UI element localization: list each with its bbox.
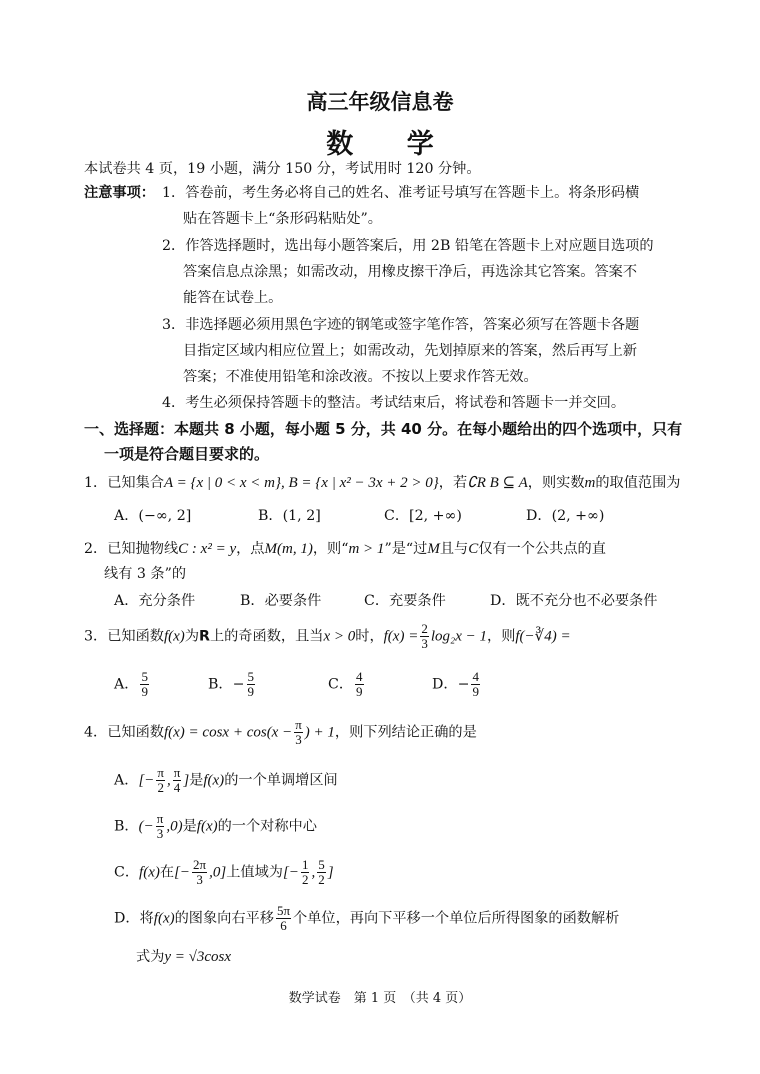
question-4 bbox=[84, 718, 477, 747]
fraction bbox=[173, 766, 182, 795]
option-fraction bbox=[247, 670, 256, 699]
denominator: 3 bbox=[295, 732, 302, 747]
text: 的一个单调增区间 bbox=[224, 772, 338, 789]
q3-option-c bbox=[328, 670, 366, 699]
note-2-line-1: 2．作答选择题时，选出每小题答案后，用 2B 铅笔在答题卡上对应题目选项的 bbox=[162, 238, 654, 254]
q2-curve-name: C bbox=[468, 541, 479, 557]
text: 的一个对称中心 bbox=[217, 818, 317, 835]
math: , bbox=[166, 772, 171, 789]
q3-stem-mid-1: 为 bbox=[184, 628, 200, 645]
numerator: π bbox=[157, 765, 164, 780]
question-1 bbox=[84, 472, 681, 494]
q1-option-d: D．(2, +∞) bbox=[526, 508, 605, 524]
math: ] bbox=[183, 772, 190, 789]
denominator: 2 bbox=[157, 780, 164, 795]
function: f(x) bbox=[203, 772, 225, 789]
numerator: 5 bbox=[247, 669, 255, 684]
q2-point: M(m, 1) bbox=[264, 541, 313, 557]
note-2-line-3: 能答在试卷上。 bbox=[183, 290, 283, 306]
q1-condition: ∁R B ⊆ A bbox=[467, 475, 528, 491]
question-3 bbox=[84, 622, 571, 651]
q2-stem-b: ，点 bbox=[236, 541, 265, 557]
math: (− bbox=[138, 818, 154, 835]
option-label: B． bbox=[114, 818, 139, 835]
q2-stem-d: ”是“过 bbox=[384, 541, 428, 557]
q3-lhs: f(x) = bbox=[383, 628, 419, 645]
q2-option-d: D．既不充分也不必要条件 bbox=[490, 593, 658, 609]
q2-stem-f: 仅有一个公共点的直 bbox=[478, 541, 606, 557]
denominator: 2 bbox=[301, 872, 309, 887]
q1-stem-post: ，则实数 bbox=[527, 475, 585, 491]
note-3-line-3: 答案；不准使用铅笔和涂改液。不按以上要求作答无效。 bbox=[183, 369, 538, 385]
q2-stem-line-2: 线有 3 条”的 bbox=[104, 566, 187, 582]
option-fraction bbox=[471, 670, 480, 699]
denominator: 9 bbox=[472, 684, 479, 699]
exam-title: 高三年级信息卷 bbox=[306, 90, 454, 114]
option-label: B． bbox=[208, 676, 233, 693]
option-sign: − bbox=[232, 676, 245, 693]
q2-curve: C : x² = y bbox=[178, 541, 237, 557]
q3-rhs: log₂x − 1 bbox=[430, 628, 487, 645]
q1-option-c: C．[2, +∞) bbox=[384, 508, 462, 524]
q4-option-d-line-2 bbox=[136, 946, 231, 968]
section-1-heading-line-2: 一项是符合题目要求的。 bbox=[104, 445, 270, 463]
q4-fraction bbox=[294, 718, 303, 747]
fraction bbox=[276, 904, 291, 933]
q3-stem-mid-3: 时， bbox=[355, 628, 384, 645]
q4-function-b: ) + 1 bbox=[304, 724, 335, 741]
fraction bbox=[156, 766, 165, 795]
option-label: C． bbox=[328, 676, 354, 693]
note-2-line-2: 答案信息点涂黑；如需改动，用橡皮擦干净后，再选涂其它答案。答案不 bbox=[183, 264, 638, 280]
note-1-line-2: 贴在答题卡上“条形码粘贴处”。 bbox=[183, 211, 382, 227]
math: , bbox=[311, 864, 316, 881]
option-label: D． bbox=[432, 676, 458, 693]
text: 式为 bbox=[136, 949, 165, 965]
math: ] bbox=[327, 864, 334, 881]
q4-option-b bbox=[114, 812, 317, 841]
q2-stem-e: 且与 bbox=[439, 541, 469, 557]
note-3-line-2: 目指定区域内相应位置上；如需改动，先划掉原来的答案，然后再写上新 bbox=[183, 343, 638, 359]
fraction bbox=[317, 858, 326, 887]
text: 将 bbox=[139, 910, 154, 927]
subject-title: 数 学 bbox=[326, 129, 456, 160]
q2-option-a: A．充分条件 bbox=[114, 593, 196, 609]
math: ,0) bbox=[166, 818, 183, 835]
text: 是 bbox=[189, 772, 204, 789]
option-label: A． bbox=[114, 772, 139, 789]
q4-option-d bbox=[114, 904, 619, 933]
numerator: 4 bbox=[472, 669, 479, 684]
math: [− bbox=[174, 864, 191, 881]
option-sign: − bbox=[457, 676, 470, 693]
q2-point-name: M bbox=[427, 541, 440, 557]
denominator: 9 bbox=[247, 684, 255, 699]
numerator: 5π bbox=[276, 903, 291, 918]
q3-real-set: R bbox=[199, 628, 210, 645]
denominator: 9 bbox=[141, 684, 148, 699]
q1-sets: A = {x | 0 < x < m}, B = {x | x² − 3x + 2 > 0} bbox=[163, 475, 439, 491]
numerator: 5 bbox=[141, 669, 148, 684]
question-number: 3． bbox=[84, 628, 108, 645]
text: 上值域为 bbox=[226, 864, 283, 881]
denominator: 9 bbox=[356, 684, 363, 699]
question-2 bbox=[84, 538, 606, 560]
option-fraction bbox=[140, 670, 149, 699]
q2-condition: m > 1 bbox=[348, 541, 385, 557]
q4-stem-pre: 已知函数 bbox=[107, 724, 164, 741]
numerator: 1 bbox=[301, 857, 309, 872]
numerator: π bbox=[295, 717, 302, 732]
numerator: 4 bbox=[356, 669, 363, 684]
math: [− bbox=[282, 864, 299, 881]
numerator: π bbox=[173, 765, 181, 780]
q3-option-b bbox=[208, 670, 257, 699]
section-1-heading: 一、选择题：本题共 8 小题，每小题 5 分，共 40 分。在每小题给出的四个选项中，只有 bbox=[84, 420, 683, 438]
q1-variable: m bbox=[584, 475, 596, 491]
option-label: A． bbox=[114, 676, 139, 693]
question-number: 2． bbox=[84, 541, 108, 557]
option-label: C． bbox=[114, 864, 140, 881]
q3-fraction bbox=[420, 622, 429, 651]
fraction bbox=[192, 858, 207, 887]
denominator: 4 bbox=[173, 780, 181, 795]
fraction bbox=[156, 812, 165, 841]
q2-stem-a: 已知抛物线 bbox=[107, 541, 179, 557]
text: 个单位，再向下平移一个单位后所得图象的函数解析 bbox=[293, 910, 620, 927]
denominator: 3 bbox=[156, 826, 164, 841]
q3-stem-mid-4: ，则 bbox=[487, 628, 516, 645]
math: [− bbox=[138, 772, 155, 789]
denominator: 3 bbox=[196, 872, 203, 887]
q1-option-a: A．(−∞, 2] bbox=[114, 508, 192, 524]
q3-ask: f(−∛4) = bbox=[515, 628, 571, 645]
note-3-line-1: 3．非选择题必须用黑色字迹的钢笔或签字笔作答，答案必须写在答题卡各题 bbox=[162, 317, 640, 333]
function: f(x) bbox=[196, 818, 218, 835]
page-footer: 数学试卷 第 1 页 （共 4 页） bbox=[288, 991, 472, 1006]
function: f(x) bbox=[153, 910, 175, 927]
q1-stem-pre: 已知集合 bbox=[107, 475, 164, 491]
q4-function-a: f(x) = cosx + cos(x − bbox=[163, 724, 293, 741]
q3-option-a bbox=[114, 670, 151, 699]
text: 是 bbox=[182, 818, 197, 835]
q3-stem-pre: 已知函数 bbox=[107, 628, 164, 645]
option-fraction bbox=[355, 670, 364, 699]
numerator: 2 bbox=[421, 621, 428, 636]
q3-function: f(x) bbox=[163, 628, 185, 645]
denominator: 6 bbox=[280, 918, 287, 933]
numerator: 5 bbox=[318, 857, 325, 872]
q3-option-d bbox=[432, 670, 482, 699]
math: ,0] bbox=[209, 864, 227, 881]
denominator: 3 bbox=[421, 636, 428, 651]
q2-stem-c: ，则“ bbox=[312, 541, 349, 557]
q1-option-b: B．(1, 2] bbox=[258, 508, 321, 524]
q3-condition: x > 0 bbox=[323, 628, 356, 645]
denominator: 2 bbox=[318, 872, 325, 887]
numerator: 2π bbox=[193, 857, 207, 872]
text: 在 bbox=[159, 864, 175, 881]
intro-text: 本试卷共 4 页，19 小题，满分 150 分，考试用时 120 分钟。 bbox=[84, 161, 481, 177]
q1-stem-mid: ，若 bbox=[438, 475, 468, 491]
q1-stem-tail: 的取值范围为 bbox=[595, 475, 681, 491]
numerator: π bbox=[156, 811, 164, 826]
q3-stem-mid-2: 上的奇函数，且当 bbox=[209, 628, 324, 645]
option-label: D． bbox=[114, 910, 140, 927]
q2-option-b: B．必要条件 bbox=[240, 593, 322, 609]
fraction bbox=[301, 858, 310, 887]
q4-option-c bbox=[114, 858, 334, 887]
question-number: 1． bbox=[84, 475, 108, 491]
question-number: 4． bbox=[84, 724, 108, 741]
q4-stem-post: ，则下列结论正确的是 bbox=[334, 724, 477, 741]
function: f(x) bbox=[139, 864, 160, 881]
note-1-line-1: 1．答卷前，考生务必将自己的姓名、准考证号填写在答题卡上。将条形码横 bbox=[162, 185, 640, 201]
q4-option-a bbox=[114, 766, 338, 795]
math: y = √3cosx bbox=[164, 949, 232, 965]
text: 的图象向右平移 bbox=[174, 910, 274, 927]
note-4-line-1: 4．考生必须保持答题卡的整洁。考试结束后，将试卷和答题卡一并交回。 bbox=[162, 395, 626, 411]
notes-label: 注意事项： bbox=[84, 185, 155, 201]
q2-option-c: C．充要条件 bbox=[364, 593, 446, 609]
